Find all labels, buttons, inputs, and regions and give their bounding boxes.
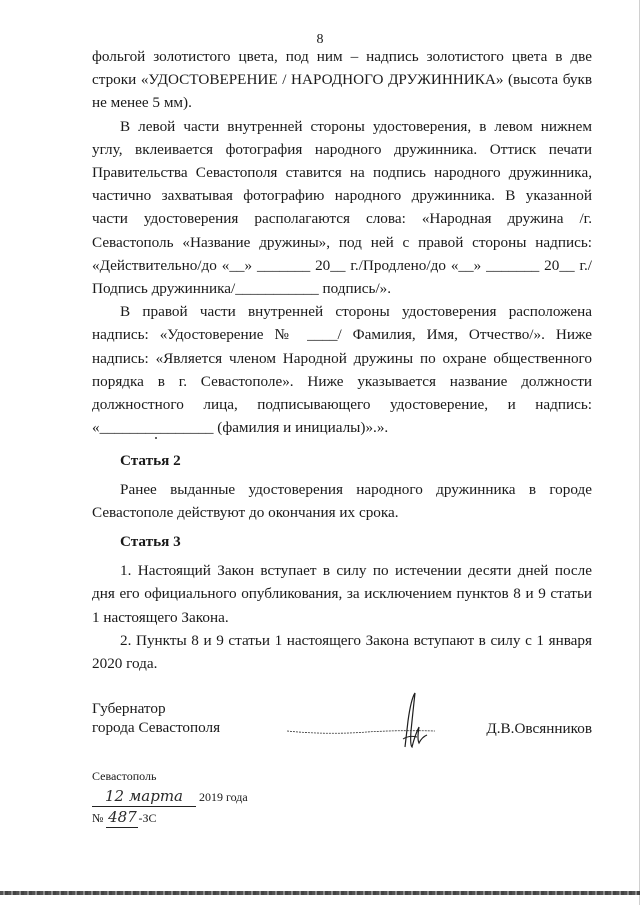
article-2-heading: Статья 2 [120, 452, 181, 469]
handwritten-signature [287, 691, 437, 751]
footer-number-prefix: № [92, 811, 104, 825]
signatory-title-line-2: города Севастополя [92, 719, 221, 736]
paragraph-inner-left: В левой части внутренней стороны удостоверения, в левом нижнем углу, вклеивается фотография народного дружинника. Оттиск печати Правительства Севастополя ставится на подпись народного дружинника, частично захватывая фотографию народного дружинника. В указанной части удостоверения располагаются слова: «Народная дружина /г. Севастополь «Название дружины», под ней с правой стороны надпись: «Действительно/до «__» _______ 20__ г./Продлено/до «__» _______ 20__ г./Подпись дружинника/___________ подпись/». [92, 117, 592, 298]
signatory-title-line-1: Губернатор [92, 700, 166, 717]
document-footer [92, 766, 248, 828]
article-3-heading: Статья 3 [120, 533, 181, 550]
article-2 [92, 449, 592, 525]
paragraph-inner-right: В правой части внутренней стороны удостоверения расположена надпись: «Удостоверение № ____/ Фамилия, Имя, Отчество/». Ниже надпись: «Является членом Народной дружины по охране общественного порядка в г. Севастополе». Ниже указывается название должности должностного лица, подписывающего удостоверение, и надпись: «_______________ (фамилия и инициалы)».». [92, 303, 592, 437]
article-3 [92, 530, 592, 675]
footer-number-suffix: -ЗС [138, 811, 157, 825]
page-number: 8 [316, 32, 324, 47]
footer-date [92, 786, 248, 807]
article-3-paragraph-2: 2. Пункты 8 и 9 статьи 1 настоящего Закона вступают в силу с 1 января 2020 года. [92, 631, 592, 673]
footer-year: 2019 года [199, 790, 248, 804]
article-2-paragraph: Ранее выданные удостоверения народного дружинника в городе Севастополе действуют до окончания их срока. [92, 481, 592, 522]
footer-number [92, 807, 248, 828]
footer-number-handwritten: 487 [108, 808, 137, 826]
article-3-paragraph-1: 1. Настоящий Закон вступает в силу по истечении десяти дней после дня его официального опубликования, за исключением пунктов 8 и 9 статьи 1 настоящего Закона. [92, 562, 592, 626]
scan-edge-artifact [0, 891, 640, 895]
footer-date-handwritten: 12 марта [92, 786, 196, 807]
signatory-title [92, 699, 220, 737]
body-top [92, 45, 592, 439]
footer-city: Севастополь [92, 769, 157, 783]
scan-speck [155, 437, 157, 439]
paragraph-continuation: фольгой золотистого цвета, под ним – надпись золотистого цвета в две строки «УДОСТОВЕРЕНИЕ / НАРОДНОГО ДРУЖИННИКА» (высота букв не менее 5 мм). [92, 48, 592, 112]
signatory-name: Д.В.Овсянников [486, 720, 592, 737]
